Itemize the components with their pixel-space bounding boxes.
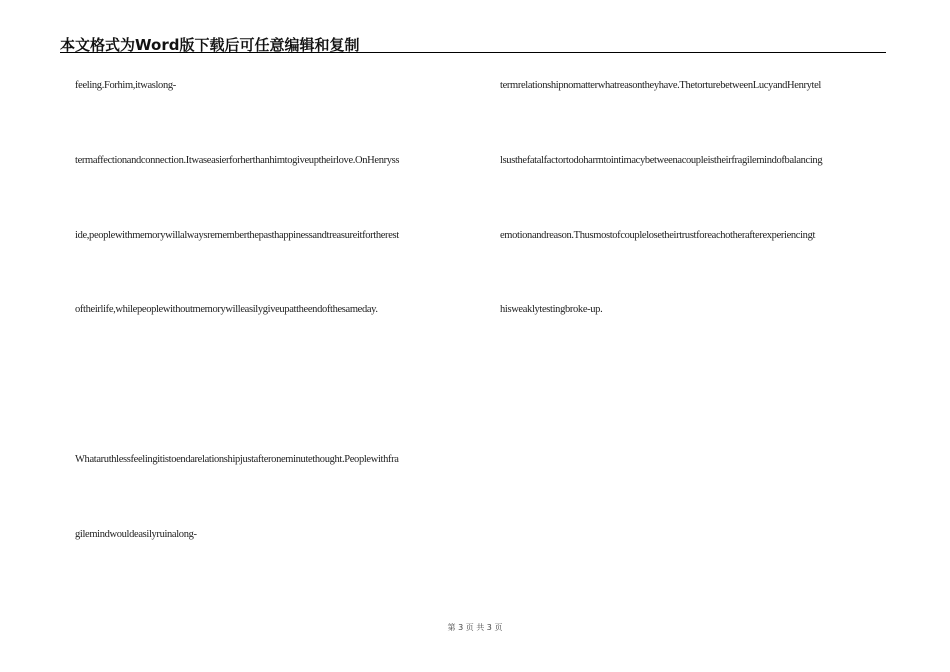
page-header-title: 本文格式为Word版下载后可任意编辑和复制 <box>60 36 360 54</box>
text-line: termaffectionandconnection.Itwaseasierforherthanhimtogiveuptheirlove.OnHenryss <box>75 155 400 166</box>
text-line: emotionandreason.Thusmostofcouplelosetheirtrustforeachotherafterexperiencingt <box>500 230 816 241</box>
text-line: gilemindwouldeasilyruinalong- <box>75 529 197 540</box>
text-line: ide,peoplewithmemorywillalwaysrememberthepasthappinessandtreasureitfortherest <box>75 230 399 241</box>
text-line: oftheirlife,whilepeoplewithoutmemorywilleasilygiveupattheendofthesameday. <box>75 304 378 315</box>
text-line: feeling.Forhim,itwaslong- <box>75 80 176 91</box>
text-line: termrelationshipnomatterwhatreasontheyhave.ThetorturebetweenLucyandHenrytel <box>500 80 821 91</box>
text-line: lsusthefatalfactortodoharmtointimacybetweenacoupleistheirfragilemindofbalancing <box>500 155 823 166</box>
text-line: hisweaklytestingbroke-up. <box>500 304 603 315</box>
header-divider <box>60 52 886 53</box>
page-number-footer: 第 3 页 共 3 页 <box>447 623 503 632</box>
text-line: Whataruthlessfeelingitistoendarelationshipjustafteroneminutethought.Peoplewithfra <box>75 454 399 465</box>
